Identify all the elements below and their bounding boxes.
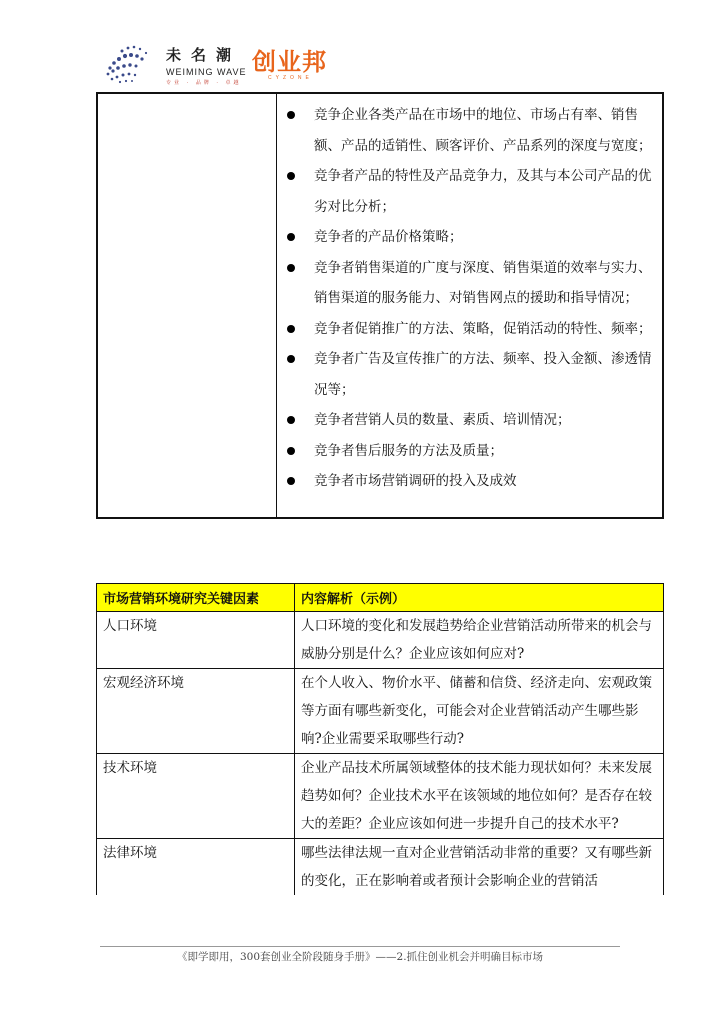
bullet-text: 竞争者市场营销调研的投入及成效 (314, 473, 517, 489)
weiming-wave-logo-icon (100, 38, 162, 86)
bullet-text: 竞争者营销人员的数量、素质、培训情况； (314, 412, 571, 428)
page-footer: 《即学即用，300套创业全阶段随身手册》——2.抓住创业机会并明确目标市场 (176, 951, 544, 963)
bullet-item (284, 466, 662, 497)
bullet-item (284, 100, 662, 161)
bullet-item (284, 436, 662, 467)
bullet-dot-icon (287, 325, 295, 333)
header-key-factor: 市场营销环境研究关键因素 (97, 584, 295, 612)
header-content-analysis: 内容解析（示例） (295, 584, 664, 612)
table-header-row (97, 584, 664, 612)
bullet-dot-icon (287, 233, 295, 241)
table-column-divider (276, 94, 277, 517)
bullet-dot-icon (287, 355, 295, 363)
competitor-analysis-table (96, 92, 664, 519)
content-cell: 企业产品技术所属领域整体的技术能力现状如何？未来发展趋势如何？企业技术水平在该领域的地位如何？是否存在较大的差距？企业应该如何进一步提升自己的技术水平? (295, 754, 664, 839)
weiming-wave-logo-text (166, 44, 247, 86)
brand-chinese-name: 创业邦 (252, 48, 327, 76)
bullet-text: 竞争者的产品价格策略； (314, 229, 463, 245)
factor-cell: 技术环境 (97, 754, 295, 839)
logo-english-name: WEIMING WAVE (166, 67, 247, 77)
bullet-dot-icon (287, 111, 295, 119)
bullet-text: 竞争者销售渠道的广度与深度、销售渠道的效率与实力、销售渠道的服务能力、对销售网点的援助和指导情况； (314, 259, 652, 306)
table-row (97, 669, 664, 754)
content-cell: 哪些法律法规一直对企业营销活动非常的重要？又有哪些新的变化，正在影响着或者预计会影响企业的营销活 (295, 839, 664, 896)
bullet-text: 竞争者售后服务的方法及质量； (314, 442, 503, 459)
content-cell: 在个人收入、物价水平、储蓄和信贷、经济走向、宏观政策等方面有哪些新变化，可能会对企业营销活动产生哪些影响?企业需要采取哪些行动? (295, 669, 664, 754)
table-row (97, 612, 664, 669)
bullet-item (284, 253, 662, 314)
marketing-environment-table (96, 583, 664, 895)
brand-english-name: CYZONE (268, 75, 313, 81)
bullet-dot-icon (287, 416, 295, 424)
factor-cell: 人口环境 (97, 612, 295, 669)
bullet-text: 竞争者促销推广的方法、策略，促销活动的特性、频率； (314, 320, 652, 337)
bullet-text: 竞争者产品的特性及产品竞争力，及其与本公司产品的优劣对比分析； (314, 168, 652, 215)
cyzone-brand-logo (252, 42, 327, 81)
footer-divider (100, 946, 620, 947)
content-cell: 人口环境的变化和发展趋势给企业营销活动所带来的机会与威胁分别是什么？企业应该如何应对? (295, 612, 664, 669)
competitor-bullet-list (284, 100, 662, 497)
bullet-dot-icon (287, 477, 295, 485)
factor-cell: 宏观经济环境 (97, 669, 295, 754)
bullet-item (284, 222, 662, 253)
bullet-dot-icon (287, 172, 295, 180)
table-row (97, 839, 664, 896)
bullet-text: 竞争企业各类产品在市场中的地位、市场占有率、销售额、产品的适销性、顾客评价、产品系列的深度与宽度； (314, 107, 652, 154)
logo-tagline: 专业 · 品牌 · 卓越 (166, 80, 242, 86)
bullet-item (284, 314, 662, 345)
bullet-text: 竞争者广告及宣传推广的方法、频率、投入金额、渗透情况等； (314, 351, 652, 398)
logo-chinese-name: 未名潮 (166, 46, 242, 64)
bullet-item (284, 344, 662, 405)
bullet-dot-icon (287, 447, 295, 455)
bullet-dot-icon (287, 264, 295, 272)
bullet-item (284, 161, 662, 222)
factor-cell: 法律环境 (97, 839, 295, 896)
table-row (97, 754, 664, 839)
bullet-item (284, 405, 662, 436)
page-header (100, 38, 660, 94)
